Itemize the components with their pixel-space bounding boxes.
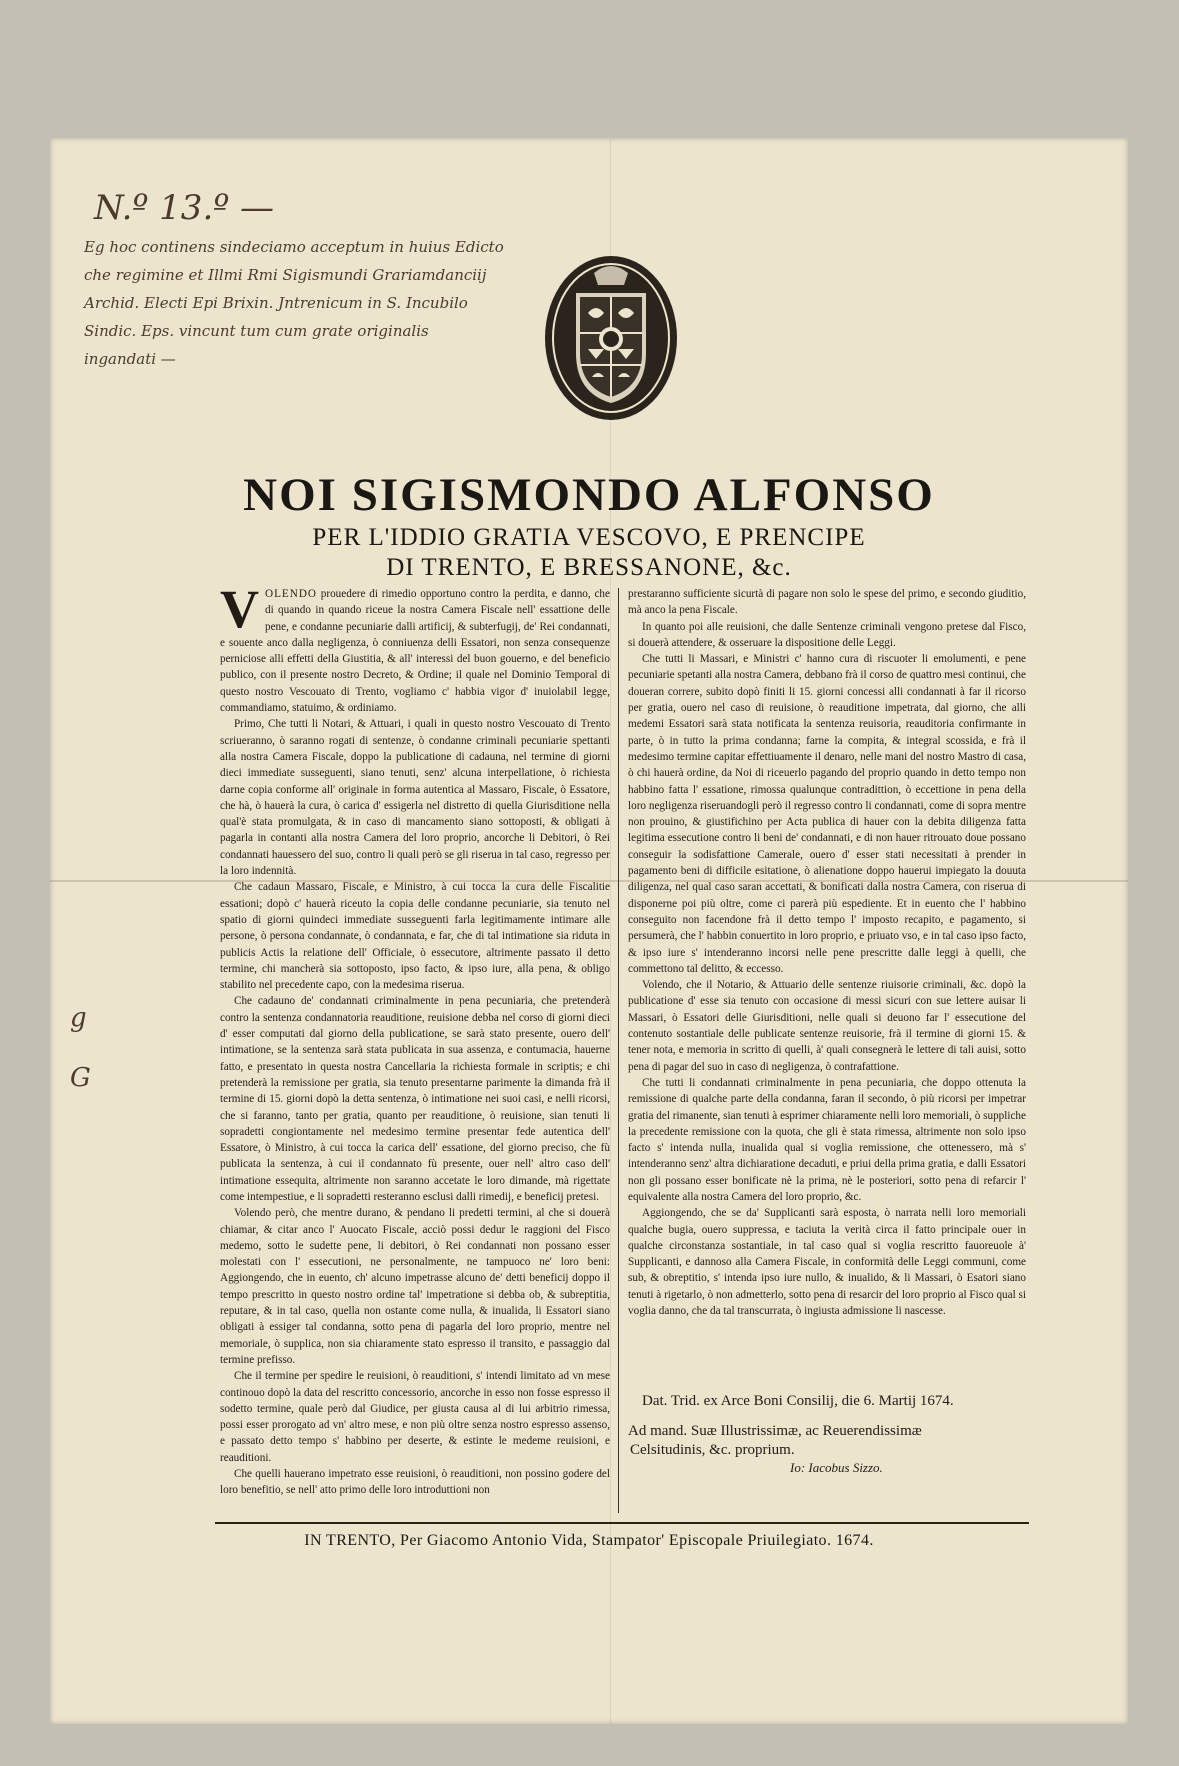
paragraph-opening — [220, 586, 610, 716]
paragraph: Volendo però, che mentre durano, & pendano li predetti termini, al che si douerà chiamar, & citar anco l' Auocato Fiscale, acciò possi dedur le raggioni del Fisco medemo, sotto le sudette pene, li debitori, ò Rei condannati non possano esser molestati con l' essecutioni, ne personalmente, ne tampuoco ne' loro beni: Aggiongendo, che in euento, ch' alcuno impetrasse alcuno de' detti beneficij doppo il tempo prescritto in questo nostro ordine tal' impetratione si debba ob, & subreptitia, reputare, & in tal caso, quella non ostante come nulla, & inualida, li Essatori siano obligati à essiger tal condanna, sotto pena di pagarla del loro proprio, mentre nel memoriale, ò supplica, non sia chiaramente stato espresso il transito, e passaggio dal termine prefisso. — [220, 1207, 610, 1366]
paragraph: Che tutti li condannati criminalmente in pena pecuniaria, che doppo ottenuta la remissione di qualche parte della condanna, faran il secondo, ò più ricorsi per impetrar gratia del rimanente, sian tenuti à esprimer chiaramente nelli loro memoriali, ò suppliche la precedente remissione con la quota, che gli è stata rimessa, altrimente non solo ipso facto s' intenda nulla, inualida qual si voglia remissione, che ottenessero, mà s' intenderanno senz' altra dichiaratione decaduti, e priui della prima gratia, e dalli Essatori non gli possano esser bonificate nè la prima, nè le posteriori, sotto pena di refarcir l' equivalente alla nostra Camera del loro proprio, &c. — [628, 1076, 1026, 1203]
paragraph: Primo, Che tutti li Notari, & Attuari, i quali in questo nostro Vescouato di Trento scriueranno, ò saranno rogati di sentenze, ò condanne criminali pecuniarie spettanti alla nostra Camera Fiscale, doppo la publicatione di cadauna, nel termine di giorni dieci immediate susseguenti, siano tenuti, senz' alcuna interpellatione, ò richiesta darne copia conforme all' originale in forma autentica al Massaro, Fiscale, ò Essatore, che hà, ò hauerà la cura, ò carica d' essigerla nel distretto di quella Giurisditione nella qual'è stata promulgata, & in caso di mancamento siano sottoposti, & obligati à pagarla in contanti alla nostra Camera del loro proprio, ancorche li Debitori, ò Rei condannati hauessero del suo, contro li quali però se gli riserua in tal caso, regresso per la loro indennità. — [220, 718, 610, 878]
opening-word: OLENDO — [265, 588, 317, 600]
paragraph: In quanto poi alle reuisioni, che dalle Sentenze criminali vengono pretese dal Fisco, si douerà attendere, & osseruare la dispositione delle Leggi. — [628, 620, 1026, 649]
signature: Io: Iacobus Sizzo. — [790, 1460, 883, 1475]
mandate-line-1: Ad mand. Suæ Illustrissimæ, ac Reuerendissimæ — [628, 1423, 922, 1439]
paragraph: Che il termine per spedire le reuisioni, ò reauditioni, s' intendi limitato ad vn mese continouo dopò la data del rescritto concessorio, ancorche in esso non fosse espresso il sodetto termine, quale però dal Giudice, per giusta causa al di lui arbitrio rimessa, possi esser prorogato ad vn' altro mese, e non più oltre senza nostro espresso assenso, e passato detto tempo s' habbino per deserte, & estinte le medeme reuisioni, e reauditioni. — [220, 1370, 610, 1464]
printer-imprint: IN TRENTO, Per Giacomo Antonio Vida, Stampator' Episcopale Priuilegiato. 1674. — [304, 1532, 874, 1549]
mandate-line — [628, 1422, 1008, 1460]
document-sheet — [50, 138, 1128, 1724]
paragraph: Che tutti li Massari, e Ministri c' hanno cura di riscuoter li emolumenti, e pene pecuniarie spetanti alla nostra Camera, debbano frà il corso de quattro mesi continui, che doueran correre, subito dopò finiti li 15. giorni concessi alli condannati à far il ricorso per gratia, ouero nel caso di reuisione, ò reauditione impetrata, dal giorno, che alli medemi Essatori sarà stata notificata la sentenza reuisoria, reauditoria confirmante in parte, ò in tutto la prima condanna; farne la compita, & integral scossida, e frà il medesimo termine capitar effettiuamente il denaro, nelle mani del nostro Mastro di casa, ò chi hauerà ordine, da Noi di riceuerlo pagando del proprio quando in detto tempo non habbino fatta l' essatione, rimossa qualunque contradittion, ò eccettione in pena della loro negligenza riseruandogli però il regresso contro li condannati, come di sopra mentre non prouino, & giustifichino per Acta publica di hauer con la debita diligenza fatta legitima essecutione contro li beni de' condannati, e di non hauer ritrouato doue possano conseguir la sodisfattione Camerale, ouero d' esser stati necessitati à prender in pagamento beni di difficile esitatione, ò alienatione doppo hauerui impiegato la douuta diligenza, nel qual caso saran accettati, & bonificati dalla nostra Camera, con riserua di disponerne poi più oltre, come ci parerà più espediente. Et in euento che l' habbino conseguito non facendone frà il detto tempo l' imposto recapito, e pagamento, si persumerà, che l' habbin conuertito in loro proprio, e priuato vso, e in tal caso ipso facto, & ipso iure s' intenderanno incorsi nelle pene prescritte dalle leggi à quelli, che commettono tal delitto, & eccesso. — [628, 653, 1026, 975]
right-text-column — [628, 586, 1026, 1486]
mandate-line-2: Celsitudinis, &c. proprium. — [630, 1442, 795, 1458]
paragraph: Che cadauno de' condannati criminalmente in pena pecuniaria, che pretenderà contro la sentenza condannatoria reauditione, reuisione debba nel corso di giorni dieci d' esser computati dal giorno della publicatione, se sarà stato presente, ouero dell' intimatione, se la sentenza sarà stata publicata in sua assenza, e contumacia, hauerne fatto, e presentato in questa nostra Cancellaria la richiesta formale in scriptis; e chi pretenderà la remissione per gratia, sia tenuto presentarne parimente la dimanda frà il termine di 15. giorni dopò la detta sentenza, ò intimatione nei suoi casi, e nelli ricorsi, che si faranno, tanto per gratia, quanto per reauditione, ò reuisione, sian tenuti li sopradetti congiontamente nel medesimo termine presentar fede autentica dell' Essatore, ò Ministro, à cui tocca la carica dell' essatione, del giorno preciso, che fù publicata la sentenza, à cui il condannato fù presente, ouer nell' altro caso dell' intimatione essequita, altrimente non saranno accetate le loro dimande, mà rigettate come intempestiue, e li sopradetti resteranno esclusi dalli rimedij, e beneficij pretesi. — [220, 995, 610, 1203]
paragraph: Aggiongendo, che se da' Supplicanti sarà esposta, ò narrata nelli loro memoriali qualche bugia, ouero suppressa, e taciuta la verità circa il fatto principale ouer in qualche circonstanza sostantiale, in tal caso qual si voglia rescritto fauoreuole à' Supplicanti, e dannoso alla Camera Fiscale, in conformità delle Leggi communi, come sub, & obreptitio, s' intenda ipso iure nullo, & inualido, & li Massari, ò Esatori siano tenuti à rigetarlo, ò non admetterlo, sotto pena di resarcir del loro proprio al Fisco qual si voglia danno, che da tal transcurrata, ò ingiusta admissione li nascesse. — [628, 1207, 1026, 1318]
paragraph: Che quelli hauerano impetrato esse reuisioni, ò reauditioni, non possino godere del loro benefitio, se nell' atto primo delle loro introduttioni non — [220, 1468, 610, 1497]
handwritten-note: Eg hoc continens sindeciamo acceptum in huius Edicto che regimine et Illmi Rmi Sigismundi Grariamdanciij Archid. Electi Epi Brixin. Jntrenicum in S. Incubilo Sindic. Eps. vincunt tum cum grate originalis ingandati — — [84, 238, 504, 368]
left-text-column — [220, 586, 610, 1516]
coat-of-arms-seal-icon — [542, 253, 680, 423]
paragraph: Volendo, che il Notario, & Attuario delle sentenze riuisorie criminali, &c. dopò la publicatione d' esse sia tenuto con occasione di messi sicuri con sue lettere auisar li Massari, ò Essatori delle Giurisditioni, nelle quali si deuono far l' essecutione del contenuto sostantiale delle publicate sentenze reuisorie, frà il termine di giorni 15. & tener nota, e memoria in scritto di quelli, à' quali consegnerà le lettere di tali auisi, sotto pena di pagar del suo in caso di negligenza, ò contrafattione. — [628, 979, 1026, 1073]
document-title: NOI SIGISMONDO ALFONSO — [243, 469, 935, 521]
paragraph: Che cadaun Massaro, Fiscale, e Ministro, à cui tocca la cura delle Fiscalitie essationi; dopò c' hauerà riceuto la copia delle condanne pecuniarie, sia tenuto nel spatio di giorni quindeci immediate susseguenti farla legitimamente intimare alle persone, ò persona condannate, ò condannata, e far, che di tal intimatione sia riduta in publicis Actis la relatione dell' Officiale, ò essecutore, altrimente passato il detto termine, chi mancherà sia sottoposto, ipso facto, & ipso iure, alla pena, & obligo stabilito nel precedente capo, con la medesima riserua. — [220, 881, 610, 992]
bottom-rule — [215, 1522, 1029, 1524]
subtitle-line-2: DI TRENTO, E BRESSANONE, &c. — [386, 554, 792, 581]
paragraph-text: prouedere di rimedio opportuno contro la perdita, e danno, che di quando in quando riceue la nostra Camera Fiscale nell' essattione delle pene, e condanne pecuniarie dalli artificij, & subterfugij, de' Rei condannati, e souente anco dalla negligenza, ò conniuenza delli Essatori, non senza consequenze perniciose alli effetti della Giustitia, & all' interessi del buon gouerno, e del beneficio publico, con il presente nostro Decreto, & Ordine; il quale nel Dominio Temporal di questo nostro Vescouato di Trento, vogliamo c' habbia vigor d' inuiolabil legge, commandiamo, statuimo, & ordiniamo. — [220, 588, 610, 715]
paragraph: prestaranno sufficiente sicurtà di pagare non solo le spese del primo, e secondo giuditio, mà anco la pena Fiscale. — [628, 588, 1026, 617]
handwritten-number: N.º 13.º — — [94, 188, 275, 228]
handwritten-margin-marks: g G — [70, 1003, 91, 1093]
date-line: Dat. Trid. ex Arce Boni Consilij, die 6. Martij 1674. — [642, 1393, 954, 1409]
drop-cap: V — [220, 586, 259, 639]
document-subtitle — [50, 523, 1128, 583]
column-divider — [618, 588, 619, 1513]
subtitle-line-1: PER L'IDDIO GRATIA VESCOVO, E PRENCIPE — [312, 524, 866, 551]
